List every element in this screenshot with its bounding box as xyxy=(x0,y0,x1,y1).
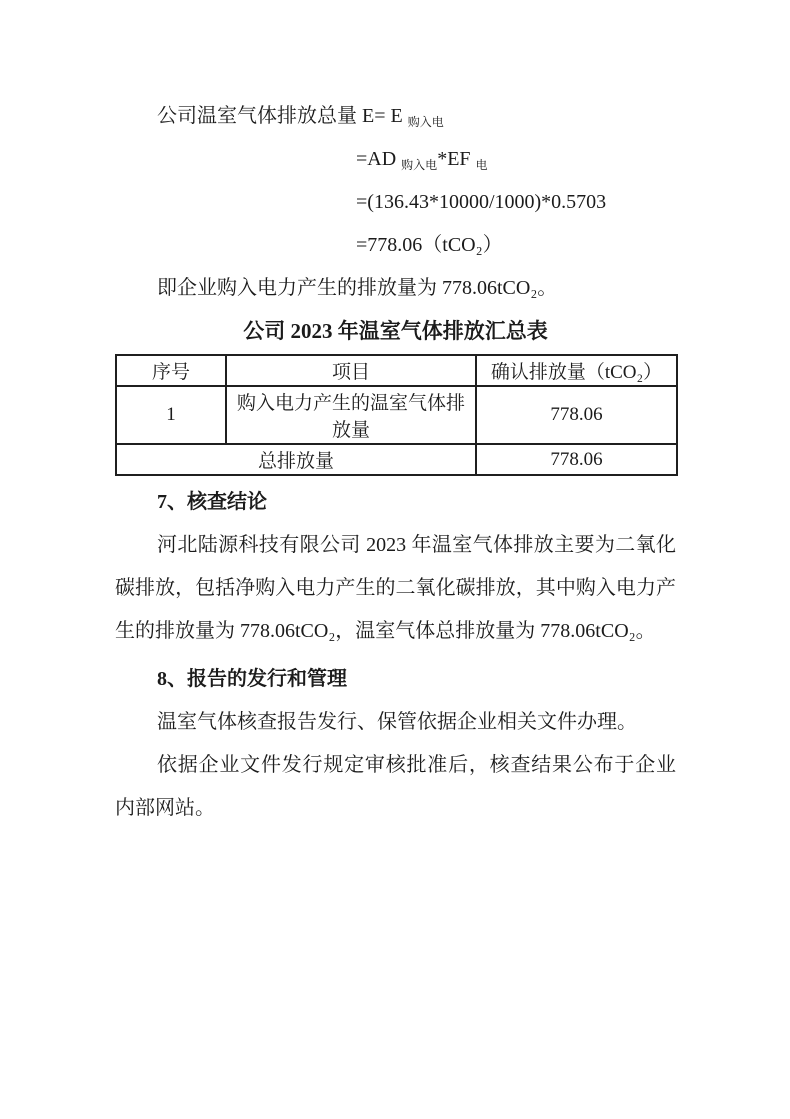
formula-line2-part2: *EF xyxy=(437,148,476,170)
formula-line1-text: 公司温室气体排放总量 E= E xyxy=(157,105,408,127)
table-total-row xyxy=(116,444,677,475)
formula-line2-subscript2: 电 xyxy=(475,158,488,172)
section-8-paragraph-2: 依据企业文件发行规定审核批准后，核查结果公布于企业内部网站。 xyxy=(115,754,676,819)
table-header-value: 确认排放量（tCO₂） xyxy=(476,355,677,386)
formula-line2-subscript1: 购入电 xyxy=(401,158,438,172)
purchased-electricity-conclusion: 即企业购入电力产生的排放量为 778.06tCO₂。 xyxy=(157,277,558,299)
table-cell-total-label: 总排放量 xyxy=(116,444,476,475)
table-cell-no: 1 xyxy=(116,386,226,444)
formula-line-total xyxy=(115,95,676,138)
table-header-item: 项目 xyxy=(226,355,476,386)
table-row xyxy=(116,386,677,444)
section-7-body: 河北陆源科技有限公司 2023 年温室气体排放主要为二氧化碳排放，包括净购入电力产生的二氧化碳排放，其中购入电力产生的排放量为 778.06tCO₂，温室气体总排放量为 778.06tCO₂。 xyxy=(115,534,676,642)
table-header-row xyxy=(116,355,677,386)
formula-line-result: =778.06（tCO₂） xyxy=(356,234,503,256)
emissions-table-title: 公司 2023 年温室气体排放汇总表 xyxy=(243,319,548,343)
emissions-summary-table xyxy=(115,354,678,476)
section-8-heading: 8、报告的发行和管理 xyxy=(157,668,347,690)
formula-line2-part1: =AD xyxy=(356,148,402,170)
formula-line-calculation: =(136.43*10000/1000)*0.5703 xyxy=(356,191,607,213)
table-cell-item: 购入电力产生的温室气体排放量 xyxy=(226,386,476,444)
table-header-no: 序号 xyxy=(116,355,226,386)
section-8-paragraph-1: 温室气体核查报告发行、保管依据企业相关文件办理。 xyxy=(157,711,637,733)
formula-line-ad-ef xyxy=(115,138,676,181)
formula-line1-subscript: 购入电 xyxy=(407,115,444,129)
table-cell-total-value: 778.06 xyxy=(476,444,677,475)
section-7-heading: 7、核查结论 xyxy=(157,491,267,513)
table-cell-value: 778.06 xyxy=(476,386,677,444)
